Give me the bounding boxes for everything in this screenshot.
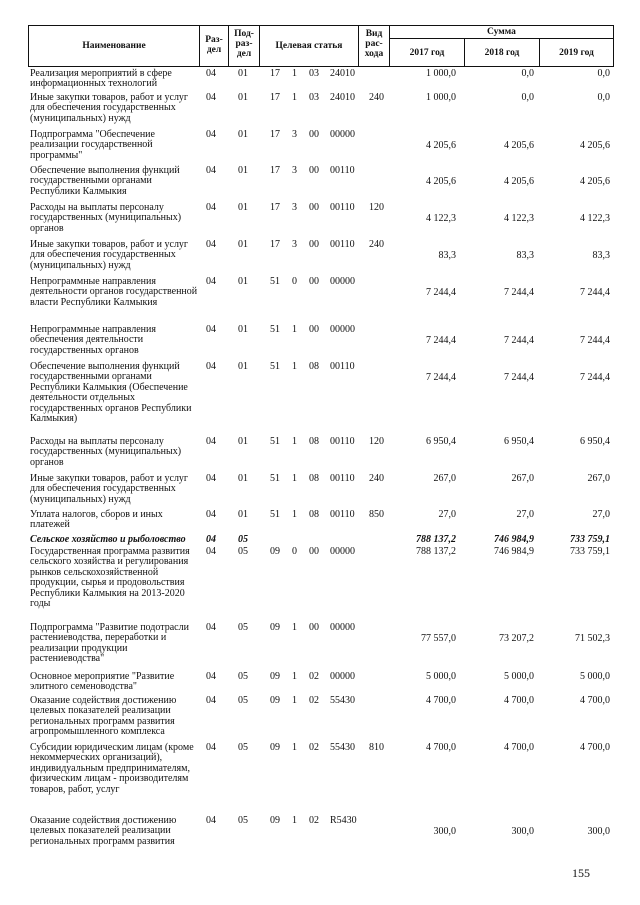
row-sum-2019: 4 205,6 — [580, 176, 610, 187]
row-podrazdel: 05 — [238, 622, 248, 633]
row-cs-sub: 1 — [292, 361, 297, 372]
row-cs-event: 08 — [309, 509, 319, 520]
row-name: Расходы на выплаты персоналу государственных (муниципальных) органов — [30, 436, 184, 468]
row-name: Сельское хозяйство и рыболовство — [30, 534, 186, 545]
row-cs-code: 00110 — [330, 239, 355, 250]
row-cs-event: 03 — [309, 68, 319, 79]
row-cs-program: 51 — [270, 324, 280, 335]
row-podrazdel: 05 — [238, 815, 248, 826]
row-sum-2017: 5 000,0 — [426, 671, 456, 682]
row-name: Обеспечение выполнения функций государственными органами Республики Калмыкия (Обеспечение деятельности отдельных государственных органов Республики Калмыкия) — [30, 361, 194, 425]
row-name: Государственная программа развития сельского хозяйства и регулирования рынков сельскохозяйственной продукции, сырья и продовольствия Республики Калмыкия на 2013-2020 годы — [30, 546, 193, 610]
row-cs-code: 00110 — [330, 473, 355, 484]
row-cs-code: 55430 — [330, 742, 355, 753]
row-razdel: 04 — [206, 165, 216, 176]
row-podrazdel: 01 — [238, 68, 248, 79]
row-name: Иные закупки товаров, работ и услуг для обеспечения государственных (муниципальных) нужд — [30, 92, 191, 124]
row-cs-sub: 1 — [292, 509, 297, 520]
row-cs-event: 02 — [309, 742, 319, 753]
row-razdel: 04 — [206, 509, 216, 520]
header-vid: Вид рас- хода — [364, 29, 384, 59]
row-cs-sub: 1 — [292, 92, 297, 103]
row-cs-code: 00000 — [330, 129, 355, 140]
row-cs-code: R5430 — [330, 815, 357, 826]
row-cs-program: 51 — [270, 473, 280, 484]
row-vid: 240 — [369, 473, 384, 484]
row-sum-2019: 4 122,3 — [580, 213, 610, 224]
row-cs-code: 00110 — [330, 202, 355, 213]
row-sum-2017: 788 137,2 — [416, 534, 456, 545]
row-sum-2019: 27,0 — [592, 509, 610, 520]
row-sum-2017: 4 700,0 — [426, 742, 456, 753]
row-razdel: 04 — [206, 436, 216, 447]
row-cs-code: 00110 — [330, 361, 355, 372]
row-razdel: 04 — [206, 324, 216, 335]
row-razdel: 04 — [206, 742, 216, 753]
row-sum-2019: 733 759,1 — [570, 534, 610, 545]
row-sum-2018: 4 205,6 — [504, 140, 534, 151]
row-cs-event: 02 — [309, 695, 319, 706]
row-name: Основное мероприятие "Развитие элитного семеноводства" — [30, 671, 177, 693]
row-cs-program: 09 — [270, 671, 280, 682]
row-razdel: 04 — [206, 68, 216, 79]
header-razdel: Раз- дел — [205, 35, 223, 55]
row-name: Иные закупки товаров, работ и услуг для обеспечения государственных (муниципальных) нужд — [30, 473, 191, 505]
row-sum-2018: 4 205,6 — [504, 176, 534, 187]
row-cs-program: 09 — [270, 622, 280, 633]
row-sum-2017: 788 137,2 — [416, 546, 456, 557]
row-cs-sub: 1 — [292, 742, 297, 753]
row-razdel: 04 — [206, 622, 216, 633]
row-sum-2017: 300,0 — [433, 826, 456, 837]
row-cs-sub: 1 — [292, 436, 297, 447]
row-sum-2018: 83,3 — [516, 250, 534, 261]
row-name: Расходы на выплаты персоналу государственных (муниципальных) органов — [30, 202, 184, 234]
row-sum-2017: 7 244,4 — [426, 335, 456, 346]
row-cs-code: 00110 — [330, 509, 355, 520]
row-cs-event: 00 — [309, 239, 319, 250]
row-vid: 810 — [369, 742, 384, 753]
row-sum-2017: 1 000,0 — [426, 68, 456, 79]
header-sum: Сумма — [487, 27, 516, 37]
row-sum-2017: 6 950,4 — [426, 436, 456, 447]
row-cs-event: 00 — [309, 165, 319, 176]
row-name: Оказание содействия достижению целевых показателей реализации региональных программ развития — [30, 815, 179, 847]
row-sum-2017: 27,0 — [438, 509, 456, 520]
row-sum-2018: 73 207,2 — [499, 633, 534, 644]
row-cs-code: 00000 — [330, 276, 355, 287]
row-name: Субсидии юридическим лицам (кроме некоммерческих организаций), индивидуальным предпринимателям, физическим лицам - производителям товаров, работ, услуг — [30, 742, 197, 795]
header-year-2018: 2018 год — [484, 48, 520, 58]
row-cs-program: 17 — [270, 92, 280, 103]
row-name: Обеспечение выполнения функций государственными органами Республики Калмыкия — [30, 165, 183, 197]
row-cs-event: 00 — [309, 129, 319, 140]
row-sum-2017: 1 000,0 — [426, 92, 456, 103]
row-cs-event: 03 — [309, 92, 319, 103]
row-sum-2018: 6 950,4 — [504, 436, 534, 447]
row-cs-code: 00110 — [330, 165, 355, 176]
row-cs-sub: 1 — [292, 622, 297, 633]
row-sum-2018: 7 244,4 — [504, 372, 534, 383]
row-cs-code: 00000 — [330, 622, 355, 633]
row-razdel: 04 — [206, 92, 216, 103]
row-cs-program: 17 — [270, 202, 280, 213]
row-cs-program: 17 — [270, 239, 280, 250]
row-sum-2017: 4 122,3 — [426, 213, 456, 224]
row-sum-2017: 4 205,6 — [426, 176, 456, 187]
header-name: Наименование — [82, 41, 146, 51]
row-name: Подпрограмма "Развитие подотрасли растениеводства, переработки и реализации продукции растениеводства" — [30, 622, 192, 665]
row-name: Иные закупки товаров, работ и услуг для обеспечения государственных (муниципальных) нужд — [30, 239, 191, 271]
row-sum-2018: 300,0 — [511, 826, 534, 837]
row-cs-code: 00000 — [330, 546, 355, 557]
row-cs-code: 00000 — [330, 671, 355, 682]
row-cs-event: 08 — [309, 473, 319, 484]
row-sum-2018: 7 244,4 — [504, 287, 534, 298]
table-header — [28, 25, 614, 67]
row-cs-event: 08 — [309, 436, 319, 447]
row-podrazdel: 01 — [238, 202, 248, 213]
row-razdel: 04 — [206, 815, 216, 826]
row-cs-sub: 3 — [292, 165, 297, 176]
row-vid: 240 — [369, 92, 384, 103]
row-cs-sub: 1 — [292, 68, 297, 79]
row-sum-2019: 4 700,0 — [580, 695, 610, 706]
row-cs-sub: 0 — [292, 276, 297, 287]
row-sum-2019: 300,0 — [587, 826, 610, 837]
row-sum-2018: 27,0 — [516, 509, 534, 520]
row-sum-2019: 0,0 — [597, 68, 610, 79]
row-sum-2019: 7 244,4 — [580, 372, 610, 383]
row-podrazdel: 01 — [238, 436, 248, 447]
row-sum-2019: 5 000,0 — [580, 671, 610, 682]
row-podrazdel: 05 — [238, 534, 248, 545]
row-name: Подпрограмма "Обеспечение реализации государственной программы" — [30, 129, 158, 161]
row-cs-code: 24010 — [330, 68, 355, 79]
row-cs-code: 00110 — [330, 436, 355, 447]
row-sum-2018: 746 984,9 — [494, 546, 534, 557]
row-sum-2019: 733 759,1 — [570, 546, 610, 557]
row-cs-event: 00 — [309, 546, 319, 557]
row-razdel: 04 — [206, 239, 216, 250]
row-cs-program: 17 — [270, 68, 280, 79]
row-cs-event: 00 — [309, 324, 319, 335]
row-sum-2018: 4 700,0 — [504, 695, 534, 706]
row-podrazdel: 01 — [238, 361, 248, 372]
row-cs-program: 09 — [270, 546, 280, 557]
row-sum-2019: 4 205,6 — [580, 140, 610, 151]
row-cs-code: 00000 — [330, 324, 355, 335]
row-vid: 120 — [369, 436, 384, 447]
row-name: Непрограммные направления деятельности органов государственной власти Республики Калмыкия — [30, 276, 200, 308]
row-sum-2019: 267,0 — [587, 473, 610, 484]
row-name: Оказание содействия достижению целевых показателей реализации региональных программ развития агропромышленного комплекса — [30, 695, 179, 738]
row-cs-event: 02 — [309, 815, 319, 826]
header-year-2019: 2019 год — [559, 48, 594, 58]
row-cs-program: 51 — [270, 509, 280, 520]
row-name: Уплата налогов, сборов и иных платежей — [30, 509, 166, 531]
row-razdel: 04 — [206, 546, 216, 557]
row-razdel: 04 — [206, 202, 216, 213]
row-podrazdel: 01 — [238, 165, 248, 176]
row-cs-program: 17 — [270, 165, 280, 176]
row-sum-2017: 83,3 — [438, 250, 456, 261]
row-cs-sub: 1 — [292, 671, 297, 682]
row-sum-2019: 7 244,4 — [580, 287, 610, 298]
row-cs-code: 55430 — [330, 695, 355, 706]
row-cs-sub: 1 — [292, 324, 297, 335]
header-year-2017: 2017 год — [409, 48, 445, 58]
row-podrazdel: 01 — [238, 509, 248, 520]
row-podrazdel: 01 — [238, 276, 248, 287]
row-cs-sub: 3 — [292, 202, 297, 213]
row-cs-sub: 1 — [292, 473, 297, 484]
row-cs-program: 17 — [270, 129, 280, 140]
row-sum-2019: 83,3 — [592, 250, 610, 261]
header-podrazdel: Под- раз- дел — [234, 29, 254, 59]
row-vid: 850 — [369, 509, 384, 520]
row-name: Непрограммные направления обеспечения деятельности государственных органов — [30, 324, 159, 356]
row-cs-sub: 3 — [292, 129, 297, 140]
row-sum-2019: 6 950,4 — [580, 436, 610, 447]
row-razdel: 04 — [206, 534, 216, 545]
row-sum-2018: 5 000,0 — [504, 671, 534, 682]
row-vid: 120 — [369, 202, 384, 213]
row-cs-event: 02 — [309, 671, 319, 682]
row-razdel: 04 — [206, 276, 216, 287]
row-razdel: 04 — [206, 473, 216, 484]
row-sum-2018: 746 984,9 — [494, 534, 534, 545]
row-cs-program: 09 — [270, 695, 280, 706]
row-cs-program: 51 — [270, 361, 280, 372]
row-sum-2018: 0,0 — [521, 92, 534, 103]
row-razdel: 04 — [206, 129, 216, 140]
row-cs-sub: 1 — [292, 695, 297, 706]
row-vid: 240 — [369, 239, 384, 250]
header-target: Целевая статья — [275, 41, 343, 51]
row-podrazdel: 01 — [238, 129, 248, 140]
row-sum-2017: 7 244,4 — [426, 372, 456, 383]
row-podrazdel: 01 — [238, 92, 248, 103]
row-cs-program: 51 — [270, 276, 280, 287]
row-cs-code: 24010 — [330, 92, 355, 103]
row-sum-2017: 77 557,0 — [421, 633, 456, 644]
row-sum-2018: 4 122,3 — [504, 213, 534, 224]
row-sum-2018: 267,0 — [511, 473, 534, 484]
row-cs-sub: 0 — [292, 546, 297, 557]
row-cs-program: 09 — [270, 815, 280, 826]
row-sum-2018: 7 244,4 — [504, 335, 534, 346]
row-cs-event: 00 — [309, 622, 319, 633]
row-cs-event: 00 — [309, 276, 319, 287]
row-sum-2017: 7 244,4 — [426, 287, 456, 298]
row-podrazdel: 05 — [238, 742, 248, 753]
row-sum-2018: 0,0 — [521, 68, 534, 79]
row-sum-2019: 7 244,4 — [580, 335, 610, 346]
row-razdel: 04 — [206, 695, 216, 706]
row-sum-2017: 267,0 — [433, 473, 456, 484]
row-sum-2017: 4 700,0 — [426, 695, 456, 706]
row-razdel: 04 — [206, 361, 216, 372]
row-sum-2018: 4 700,0 — [504, 742, 534, 753]
row-cs-sub: 3 — [292, 239, 297, 250]
row-cs-event: 08 — [309, 361, 319, 372]
row-podrazdel: 05 — [238, 695, 248, 706]
row-sum-2019: 0,0 — [597, 92, 610, 103]
row-name: Реализация мероприятий в сфере информационных технологий — [30, 68, 175, 90]
page-number: 155 — [572, 866, 590, 880]
row-razdel: 04 — [206, 671, 216, 682]
row-sum-2019: 4 700,0 — [580, 742, 610, 753]
row-cs-sub: 1 — [292, 815, 297, 826]
row-podrazdel: 01 — [238, 239, 248, 250]
row-podrazdel: 01 — [238, 473, 248, 484]
row-sum-2017: 4 205,6 — [426, 140, 456, 151]
row-podrazdel: 05 — [238, 546, 248, 557]
row-cs-program: 51 — [270, 436, 280, 447]
row-podrazdel: 01 — [238, 324, 248, 335]
row-cs-event: 00 — [309, 202, 319, 213]
row-sum-2019: 71 502,3 — [575, 633, 610, 644]
row-cs-program: 09 — [270, 742, 280, 753]
row-podrazdel: 05 — [238, 671, 248, 682]
